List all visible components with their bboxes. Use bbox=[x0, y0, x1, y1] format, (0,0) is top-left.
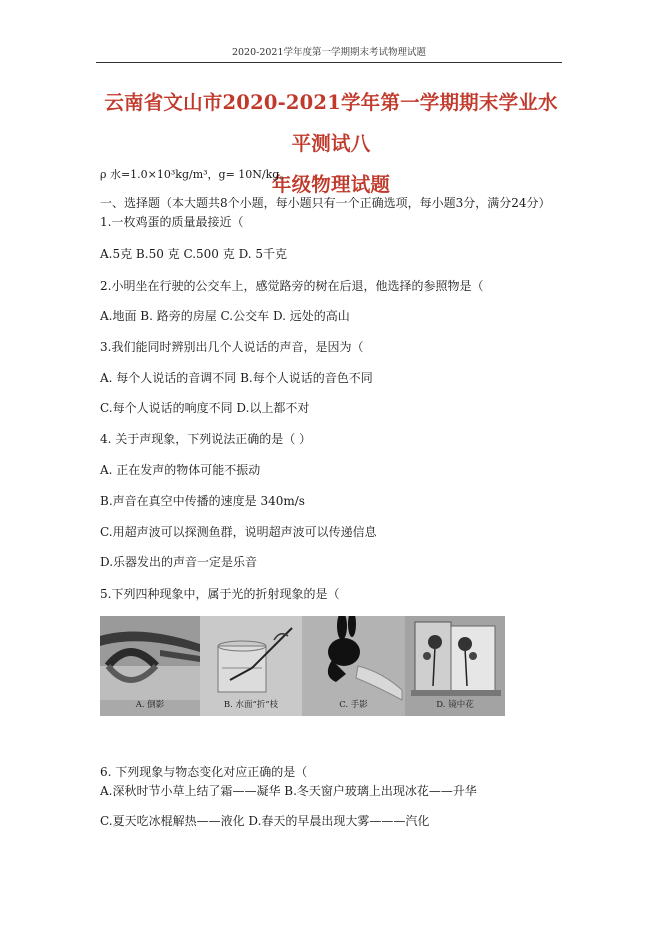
exam-title-line-1: 云南省文山市2020-2021学年第一学期期末学业水平测试八 bbox=[104, 91, 558, 155]
running-header: 2020-2021学年度第一学期期末考试物理试题 bbox=[231, 47, 427, 58]
question-3-options-ab: A. 每个人说话的音调不同 B.每个人说话的音色不同 bbox=[100, 371, 373, 385]
question-3-options-cd: C.每个人说话的响度不同 D.以上都不对 bbox=[100, 401, 310, 415]
caption-a: A. 倒影 bbox=[135, 700, 165, 710]
exam-title bbox=[96, 82, 566, 205]
figure-panel-c bbox=[302, 616, 405, 716]
question-6-options-cd: C.夏天吃冰棍解热——液化 D.春天的早晨出现大雾———汽化 bbox=[100, 814, 430, 828]
constants-line: ρ 水=1.0×10³kg/m³，g= 10N/kg。 bbox=[100, 168, 291, 181]
exam-title-line-2: 年级物理试题 bbox=[271, 173, 391, 196]
question-3-stem: 3.我们能同时辨别出几个人说话的声音，是因为（ bbox=[100, 340, 364, 354]
caption-b: B. 水面“折”枝 bbox=[223, 700, 279, 710]
header-divider bbox=[96, 62, 562, 63]
question-2-options: A.地面 B. 路旁的房屋 C.公交车 D. 远处的高山 bbox=[100, 309, 350, 323]
question-4-option-a: A. 正在发声的物体可能不振动 bbox=[100, 463, 261, 477]
question-4-option-c: C.用超声波可以探测鱼群，说明超声波可以传递信息 bbox=[100, 525, 377, 539]
figure-panel-d bbox=[405, 616, 505, 716]
question-2-stem: 2.小明坐在行驶的公交车上，感觉路旁的树在后退，他选择的参照物是（ bbox=[100, 279, 484, 293]
question-4-stem: 4. 关于声现象，下列说法正确的是（ ） bbox=[100, 432, 312, 446]
question-6-options-ab: A.深秋时节小草上结了霜——凝华 B.冬天窗户玻璃上出现冰花——升华 bbox=[100, 784, 477, 798]
question-4-option-d: D.乐器发出的声音一定是乐音 bbox=[100, 555, 258, 569]
caption-c: C. 手影 bbox=[339, 700, 368, 710]
figure-panel-b bbox=[200, 616, 302, 716]
question-5-stem: 5.下列四种现象中，属于光的折射现象的是（ bbox=[100, 587, 340, 601]
question-5-figure bbox=[100, 616, 505, 716]
section-heading: 一、选择题（本大题共8个小题，每小题只有一个正确选项，每小题3分，满分24分） bbox=[100, 196, 551, 210]
question-1-stem: 1.一枚鸡蛋的质量最接近（ bbox=[100, 215, 244, 229]
figure-panel-a bbox=[100, 616, 200, 716]
question-1-options: A.5克 B.50 克 C.500 克 D. 5千克 bbox=[100, 247, 288, 261]
question-4-option-b: B.声音在真空中传播的速度是 340m/s bbox=[100, 494, 305, 508]
question-6-stem: 6. 下列现象与物态变化对应正确的是（ bbox=[100, 765, 308, 779]
caption-d: D. 镜中花 bbox=[436, 700, 474, 710]
